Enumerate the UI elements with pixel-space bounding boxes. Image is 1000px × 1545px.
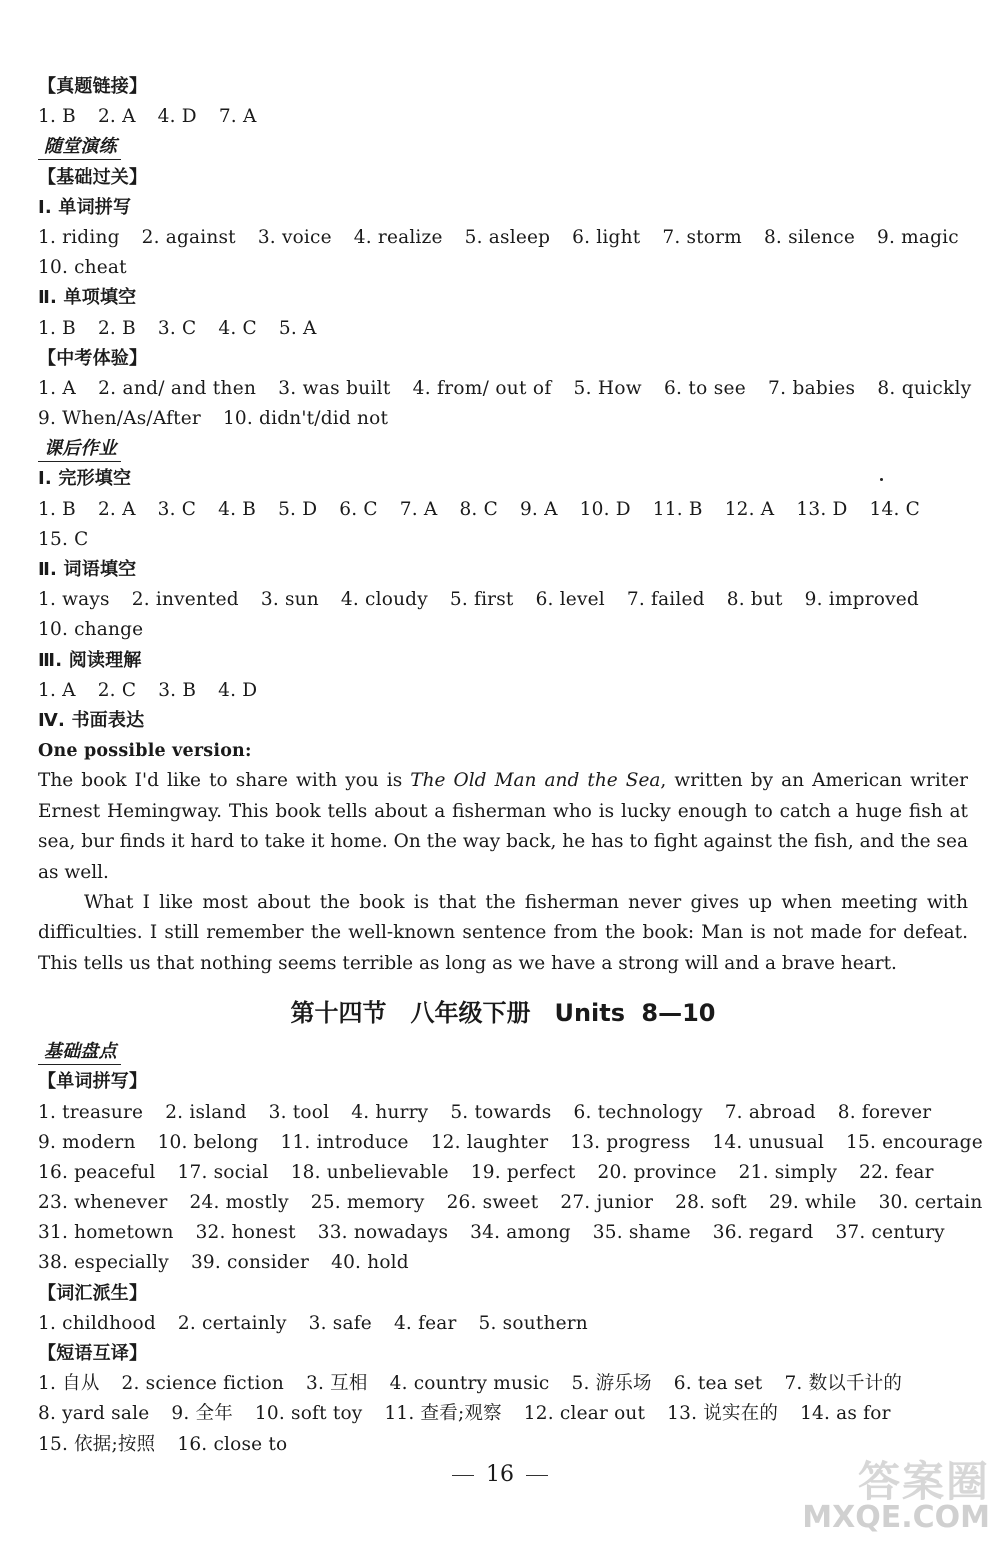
heading-single-choice: Ⅱ. 单项填空 xyxy=(38,287,137,309)
answer-item: 7. 数以千计的 xyxy=(784,1373,903,1395)
answer-row xyxy=(38,1248,968,1278)
answer-item: 2. B xyxy=(97,317,136,339)
answer-item: 9. A xyxy=(519,498,558,520)
answer-item: 25. memory xyxy=(310,1192,425,1214)
answer-item: 8. silence xyxy=(763,226,855,248)
answer-item: 3. was built xyxy=(278,377,391,399)
answer-item: 9. When/As/After xyxy=(38,408,201,430)
heading-phrase-translation: 【短语互译】 xyxy=(38,1343,148,1365)
heading-derivation: 【词汇派生】 xyxy=(38,1282,148,1304)
subsection-homework: 课后作业 xyxy=(38,437,121,462)
answer-item: 1. riding xyxy=(38,226,120,248)
heading-cloze: Ⅰ. 完形填空 xyxy=(38,468,132,490)
answer-row xyxy=(38,1188,983,1218)
answer-item: 15. encourage xyxy=(846,1131,983,1153)
answer-item: 3. voice xyxy=(257,226,332,248)
answer-item: 5. 游乐场 xyxy=(571,1373,652,1395)
answer-item: 4. D xyxy=(157,106,197,128)
answer-row xyxy=(38,404,968,434)
answer-item: 1. 自从 xyxy=(38,1373,100,1395)
heading-spelling: Ⅰ. 单词拼写 xyxy=(38,196,132,218)
answer-item: 7. storm xyxy=(662,226,742,248)
answer-item: 40. hold xyxy=(331,1252,409,1274)
answer-item: 4. country music xyxy=(389,1373,550,1395)
answer-item: 19. perfect xyxy=(470,1161,576,1183)
answer-row xyxy=(38,223,968,253)
answer-item: 6. technology xyxy=(573,1101,703,1123)
section-title: 第十四节 八年级下册 Units 8—10 xyxy=(290,999,716,1028)
answer-item: 6. tea set xyxy=(673,1373,763,1395)
answer-item: 23. whenever xyxy=(38,1192,168,1214)
answer-item: 16. peaceful xyxy=(38,1161,156,1183)
answer-item: 1. childhood xyxy=(38,1312,156,1334)
answer-item: 7. babies xyxy=(768,377,856,399)
answer-item: 7. A xyxy=(399,498,438,520)
heading-basic-pass: 【基础过关】 xyxy=(38,166,148,188)
answer-item: 5. first xyxy=(449,589,514,611)
answer-row xyxy=(38,1158,968,1188)
answer-item: 11. B xyxy=(652,498,703,520)
version-label: One possible version: xyxy=(38,741,252,762)
answer-item: 4. B xyxy=(218,498,257,520)
dash-left xyxy=(452,1475,474,1476)
answer-item: 32. honest xyxy=(195,1222,296,1244)
answer-item: 29. while xyxy=(768,1192,857,1214)
answer-item: 14. C xyxy=(869,498,920,520)
answer-item: 8. forever xyxy=(837,1101,932,1123)
answer-item: 3. 互相 xyxy=(306,1373,368,1395)
answer-row xyxy=(38,1399,968,1429)
answer-item: 24. mostly xyxy=(189,1192,289,1214)
answer-item: 11. introduce xyxy=(280,1131,409,1153)
answer-row xyxy=(38,314,968,344)
answer-item: 4. D xyxy=(218,679,258,701)
answer-item: 5. How xyxy=(573,377,642,399)
answer-item: 5. towards xyxy=(450,1101,552,1123)
answer-item: 8. quickly xyxy=(877,377,972,399)
answer-item: 39. consider xyxy=(190,1252,310,1274)
answer-row xyxy=(38,615,968,645)
answer-item: 6. to see xyxy=(663,377,747,399)
essay-paragraph-1 xyxy=(38,766,968,888)
answer-item: 4. C xyxy=(218,317,257,339)
answer-item: 9. improved xyxy=(804,589,919,611)
answer-item: 38. especially xyxy=(38,1252,169,1274)
answer-item: 37. century xyxy=(835,1222,945,1244)
answer-item: 18. unbelievable xyxy=(290,1161,449,1183)
essay-text: The book I'd like to share with you is xyxy=(38,770,411,792)
answer-item: 3. C xyxy=(157,498,197,520)
answer-item: 4. cloudy xyxy=(340,589,428,611)
answer-item: 36. regard xyxy=(712,1222,814,1244)
answer-item: 21. simply xyxy=(738,1161,838,1183)
stray-dot xyxy=(880,478,883,481)
heading-real-exam-link: 【真题链接】 xyxy=(38,76,148,97)
answer-item: 10. change xyxy=(38,619,144,641)
answer-item: 4. fear xyxy=(393,1312,457,1334)
answer-item: 10. D xyxy=(579,498,631,520)
answer-item: 5. asleep xyxy=(464,226,551,248)
answer-item: 15. 依据;按照 xyxy=(38,1433,156,1455)
answer-item: 10. cheat xyxy=(38,257,127,279)
heading-exam-experience: 【中考体验】 xyxy=(38,347,148,369)
answer-item: 2. against xyxy=(141,226,236,248)
answer-item: 30. certain xyxy=(878,1192,983,1214)
answer-row xyxy=(38,1128,983,1158)
answer-item: 2. C xyxy=(97,679,137,701)
answer-item: 2. science fiction xyxy=(121,1373,285,1395)
answer-item: 2. and/ and then xyxy=(98,377,257,399)
answer-item: 2. island xyxy=(165,1101,247,1123)
answer-item: 33. nowadays xyxy=(317,1222,449,1244)
answer-item: 1. treasure xyxy=(38,1101,144,1123)
answer-row xyxy=(38,1218,968,1248)
essay-text: , written by an American writer Ernest Hemingway. This book tells about a fisherman who is lucky enough to catch a huge fish at sea, bur finds it hard to take it home. On the way back, he has to fight against the fish, and the sea as well. xyxy=(38,770,968,883)
answer-row xyxy=(38,1098,968,1128)
answer-item: 22. fear xyxy=(859,1161,934,1183)
answer-item: 2. invented xyxy=(131,589,239,611)
answer-item: 3. C xyxy=(157,317,197,339)
answer-item: 12. A xyxy=(724,498,775,520)
heading-reading: Ⅲ. 阅读理解 xyxy=(38,649,142,671)
answer-row xyxy=(38,1309,968,1339)
answer-row xyxy=(38,102,968,132)
answer-item: 10. soft toy xyxy=(254,1403,363,1425)
dash-right xyxy=(526,1475,548,1476)
answer-item: 7. abroad xyxy=(724,1101,816,1123)
answer-item: 1. B xyxy=(38,317,76,339)
answer-item: 13. 说实在的 xyxy=(667,1403,779,1425)
answer-item: 8. yard sale xyxy=(38,1403,150,1425)
answer-row xyxy=(38,495,968,525)
answer-item: 34. among xyxy=(470,1222,571,1244)
heading-writing: Ⅳ. 书面表达 xyxy=(38,709,145,731)
answer-item: 13. D xyxy=(796,498,848,520)
answer-row xyxy=(38,253,968,283)
answer-item: 1. ways xyxy=(38,589,110,611)
watermark-url: MXQE.COM xyxy=(802,1500,990,1535)
answer-item: 7. failed xyxy=(626,589,705,611)
answer-item: 7. A xyxy=(218,106,257,128)
answer-page xyxy=(38,72,983,1460)
answer-item: 5. A xyxy=(278,317,317,339)
answer-item: 9. magic xyxy=(876,226,959,248)
answer-item: 4. hurry xyxy=(351,1101,429,1123)
answer-item: 5. D xyxy=(278,498,318,520)
answer-item: 27. junior xyxy=(560,1192,654,1214)
answer-row xyxy=(38,374,972,404)
book-title: The Old Man and the Sea xyxy=(410,770,661,792)
watermark-text: 答案圈 xyxy=(857,1457,990,1506)
answer-item: 2. A xyxy=(97,106,136,128)
answer-item: 9. modern xyxy=(38,1131,136,1153)
answer-item: 12. clear out xyxy=(523,1403,646,1425)
answer-item: 16. close to xyxy=(177,1433,288,1455)
answer-item: 3. tool xyxy=(268,1101,330,1123)
heading-word-fill: Ⅱ. 词语填空 xyxy=(38,559,137,580)
answer-item: 4. from/ out of xyxy=(412,377,552,399)
answer-item: 6. light xyxy=(572,226,641,248)
answer-row xyxy=(38,1369,968,1399)
answer-item: 17. social xyxy=(177,1161,269,1183)
answer-item: 9. 全年 xyxy=(171,1403,233,1425)
answer-item: 6. C xyxy=(339,498,378,520)
answer-item: 20. province xyxy=(597,1161,717,1183)
answer-item: 26. sweet xyxy=(446,1192,539,1214)
answer-item: 2. A xyxy=(97,498,136,520)
page-number-text: 16 xyxy=(486,1462,514,1487)
essay-paragraph-2: What I like most about the book is that the fisherman never gives up when meeting with difficulties. I still remember the well-known sentence from the book: Man is not made for defeat. This tells us that nothing seems terrible as long as we have a strong will and a brave heart. xyxy=(38,891,968,974)
answer-item: 14. as for xyxy=(800,1403,891,1425)
answer-item: 5. southern xyxy=(478,1312,588,1334)
subsection-basic-review: 基础盘点 xyxy=(38,1040,121,1065)
answer-item: 31. hometown xyxy=(38,1222,174,1244)
answer-item: 14. unusual xyxy=(712,1131,824,1153)
answer-item: 28. soft xyxy=(675,1192,747,1214)
answer-row xyxy=(38,525,968,555)
answer-row xyxy=(38,676,968,706)
answer-item: 1. A xyxy=(38,679,76,701)
heading-word-spelling: 【单词拼写】 xyxy=(38,1071,148,1093)
answer-item: 8. C xyxy=(459,498,498,520)
answer-item: 10. didn't/did not xyxy=(222,408,389,430)
answer-item: 1. B xyxy=(38,106,76,128)
answer-item: 3. sun xyxy=(260,589,319,611)
answer-item: 13. progress xyxy=(570,1131,691,1153)
answer-item: 10. belong xyxy=(157,1131,259,1153)
watermark-logo xyxy=(800,1449,990,1539)
answer-item: 3. B xyxy=(158,679,197,701)
answer-item: 8. but xyxy=(726,589,783,611)
answer-item: 4. realize xyxy=(353,226,443,248)
answer-item: 6. level xyxy=(535,589,605,611)
answer-item: 1. B xyxy=(38,498,76,520)
subsection-in-class-practice: 随堂演练 xyxy=(38,135,121,160)
answer-row xyxy=(38,585,968,615)
answer-item: 15. C xyxy=(38,528,89,550)
answer-item: 11. 查看;观察 xyxy=(384,1403,502,1425)
answer-item: 3. safe xyxy=(308,1312,372,1334)
answer-item: 12. laughter xyxy=(430,1131,549,1153)
answer-item: 2. certainly xyxy=(177,1312,287,1334)
answer-item: 1. A xyxy=(38,377,77,399)
answer-item: 35. shame xyxy=(592,1222,691,1244)
